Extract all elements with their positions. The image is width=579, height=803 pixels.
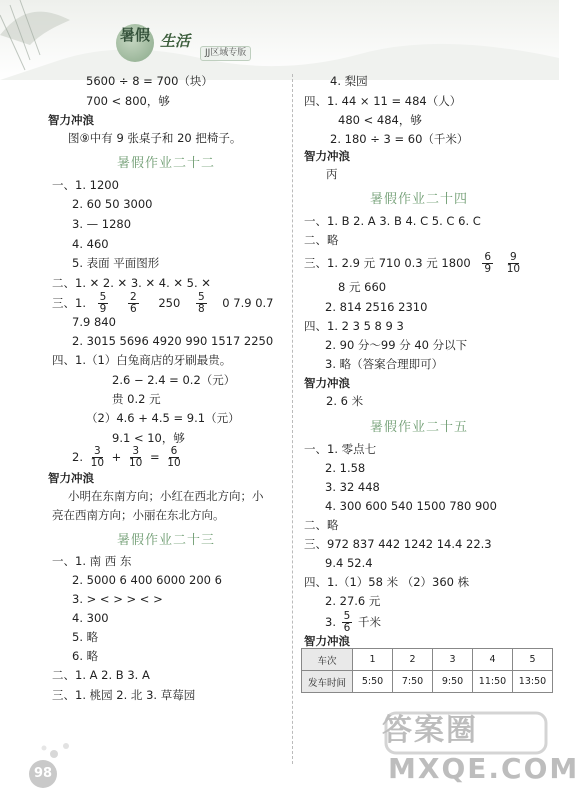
answer-line: 二、1. A 2. B 3. A — [52, 668, 150, 682]
denominator: 10 — [506, 263, 521, 275]
table-cell: 9:50 — [433, 671, 473, 693]
answer-line: 四、1.（1）58 米 （2）360 株 — [304, 575, 470, 589]
answer-value: 250 — [158, 296, 181, 310]
answer-line: 7.9 840 — [72, 315, 116, 329]
answer-prefix: 三、1. — [52, 296, 86, 310]
answer-prefix: 三、1. 2.9 元 710 0.3 元 1800 — [304, 256, 471, 270]
answer-line: 二、1. ✕ 2. ✕ 3. ✕ 4. ✕ 5. ✕ — [52, 276, 211, 290]
answer-line-fractions — [72, 446, 185, 469]
answer-line: 2. 1.58 — [325, 461, 366, 475]
fraction — [165, 446, 182, 469]
answer-line: 四、1. 44 × 11 = 484（人） — [304, 94, 462, 108]
edition-badge: JJ区域专版 — [200, 46, 251, 61]
answer-line: 5. 略 — [72, 630, 99, 644]
answer-line: 三、1. 桃园 2. 北 3. 草莓园 — [52, 688, 196, 702]
answer-line: 小明在东南方向；小红在西北方向；小 — [68, 489, 264, 503]
answer-line: 3. — 1280 — [72, 217, 132, 231]
answer-line: 四、1.（1）白兔商店的牙刷最贵。 — [52, 353, 232, 367]
answer-line: 二、略 — [304, 518, 339, 532]
fraction — [89, 446, 106, 469]
answer-line: 8 元 660 — [338, 280, 387, 294]
answer-line: 9.4 52.4 — [325, 556, 373, 570]
answer-line: 4. 梨园 — [330, 74, 368, 88]
table-row — [302, 649, 553, 671]
numerator: 3 — [93, 445, 101, 457]
numerator: 6 — [484, 251, 492, 263]
table-cell: 3 — [433, 649, 473, 671]
answer-line: 2. 90 分～99 分 40 分以下 — [325, 338, 468, 352]
numerator: 5 — [99, 291, 107, 303]
header-banner — [0, 0, 559, 80]
denominator: 9 — [484, 263, 492, 275]
section-label-zhili: 智力冲浪 — [48, 113, 94, 127]
landscape-illustration — [0, 0, 559, 80]
section-label-zhili: 智力冲浪 — [304, 149, 350, 163]
section-title-25: 暑假作业二十五 — [370, 420, 469, 435]
answer-line: 2. 6 米 — [326, 394, 364, 408]
answer-line: 6. 略 — [72, 649, 99, 663]
table-cell: 11:50 — [473, 671, 513, 693]
section-label-zhili: 智力冲浪 — [48, 471, 94, 485]
answer-line: 2. 60 50 3000 — [72, 197, 153, 211]
watermark-text — [382, 705, 478, 749]
brand-title: 生活 — [160, 32, 191, 50]
answer-line: 3. 32 448 — [325, 480, 380, 494]
answer-line: 一、1. 1200 — [52, 178, 119, 192]
table-cell: 13:50 — [513, 671, 553, 693]
answer-line: 4. 300 — [72, 611, 109, 625]
denominator: 9 — [99, 303, 107, 315]
answer-prefix: 2. — [72, 450, 83, 464]
answer-line: 2.6 − 2.4 = 0.2（元） — [112, 373, 236, 387]
page-number: 98 — [29, 760, 57, 788]
numerator: 3 — [132, 445, 139, 457]
unit: 千米 — [357, 615, 381, 629]
answer-line: 2. 180 ÷ 3 = 60（千米） — [330, 132, 469, 146]
fraction — [482, 252, 493, 275]
denominator: 6 — [129, 303, 137, 315]
table-cell: 5 — [513, 649, 553, 671]
table-cell: 1 — [353, 649, 393, 671]
fraction — [127, 446, 144, 469]
watermark-main: 答案圈 — [382, 713, 478, 748]
departure-table — [301, 648, 553, 693]
answer-prefix: 3. — [325, 615, 336, 629]
section-title-22: 暑假作业二十二 — [117, 156, 216, 171]
column-divider — [292, 74, 293, 764]
table-row — [302, 671, 553, 693]
answer-line: 图⑨中有 9 张桌子和 20 把椅子。 — [68, 131, 242, 145]
answer-line: 三、972 837 442 1242 14.4 22.3 — [304, 537, 492, 551]
answer-line: 贵 0.2 元 — [112, 392, 161, 406]
answer-line: 3. > < > > < > — [72, 592, 163, 606]
answer-line: 2. 814 2516 2310 — [325, 300, 428, 314]
answer-line: 2. 3015 5696 4920 990 1517 2250 — [72, 334, 274, 348]
denominator: 6 — [343, 622, 351, 634]
table-header-cell: 发车时间 — [302, 671, 353, 693]
answer-line: 9.1 < 10，够 — [112, 431, 185, 445]
fraction — [128, 292, 139, 315]
answer-line: 5600 ÷ 8 = 700（块） — [86, 74, 213, 88]
section-title-24: 暑假作业二十四 — [370, 192, 469, 207]
answer-line: 丙 — [326, 167, 338, 181]
answer-line: 亮在西南方向；小丽在东北方向。 — [52, 508, 225, 522]
answer-line-fractions — [304, 252, 524, 275]
denominator: 10 — [167, 457, 181, 469]
fraction — [196, 292, 207, 315]
table-header-cell: 车次 — [302, 649, 353, 671]
answer-line: 二、略 — [304, 233, 339, 247]
answer-line: 4. 460 — [72, 237, 109, 251]
answer-line: 480 < 484，够 — [338, 113, 422, 127]
equals-sign: = — [150, 450, 160, 464]
answer-line-fractions — [325, 611, 381, 634]
table-cell: 2 — [393, 649, 433, 671]
fraction — [98, 292, 109, 315]
answer-line: 2. 5000 6 400 6000 200 6 — [72, 573, 222, 587]
numerator: 2 — [129, 291, 137, 303]
answer-line: 2. 27.6 元 — [325, 594, 381, 608]
denominator: 8 — [197, 303, 205, 315]
numerator: 9 — [510, 251, 517, 263]
fraction — [342, 611, 353, 634]
denominator: 10 — [90, 457, 105, 469]
answer-line-fractions — [52, 292, 274, 315]
section-title-23: 暑假作业二十三 — [117, 533, 216, 548]
numerator: 6 — [170, 445, 178, 457]
denominator: 10 — [128, 457, 143, 469]
numerator: 5 — [197, 291, 205, 303]
fraction — [505, 252, 522, 275]
answer-line: 四、1. 2 3 5 8 9 3 — [304, 319, 404, 333]
answer-line: 一、1. B 2. A 3. B 4. C 5. C 6. C — [304, 214, 481, 228]
answer-line: 一、1. 零点七 — [304, 442, 377, 456]
answer-line: 3. 略（答案合理即可） — [325, 357, 444, 371]
table-cell: 4 — [473, 649, 513, 671]
section-label-zhili: 智力冲浪 — [304, 376, 350, 390]
answer-line: 5. 表面 平面图形 — [72, 256, 160, 270]
numerator: 5 — [343, 610, 351, 622]
plus-sign: + — [111, 450, 122, 464]
watermark-url: MXQE.COM — [388, 752, 579, 785]
answer-line: 4. 300 600 540 1500 780 900 — [325, 499, 497, 513]
answer-value: 0 7.9 0.7 — [222, 296, 274, 310]
table-cell: 5:50 — [353, 671, 393, 693]
table-cell: 7:50 — [393, 671, 433, 693]
section-label-zhili: 智力冲浪 — [304, 634, 350, 648]
brand-seal: 暑假 — [116, 24, 154, 62]
answer-line: （2）4.6 + 4.5 = 9.1（元） — [86, 411, 240, 425]
answer-line: 700 < 800，够 — [86, 94, 170, 108]
answer-line: 一、1. 南 西 东 — [52, 554, 132, 568]
